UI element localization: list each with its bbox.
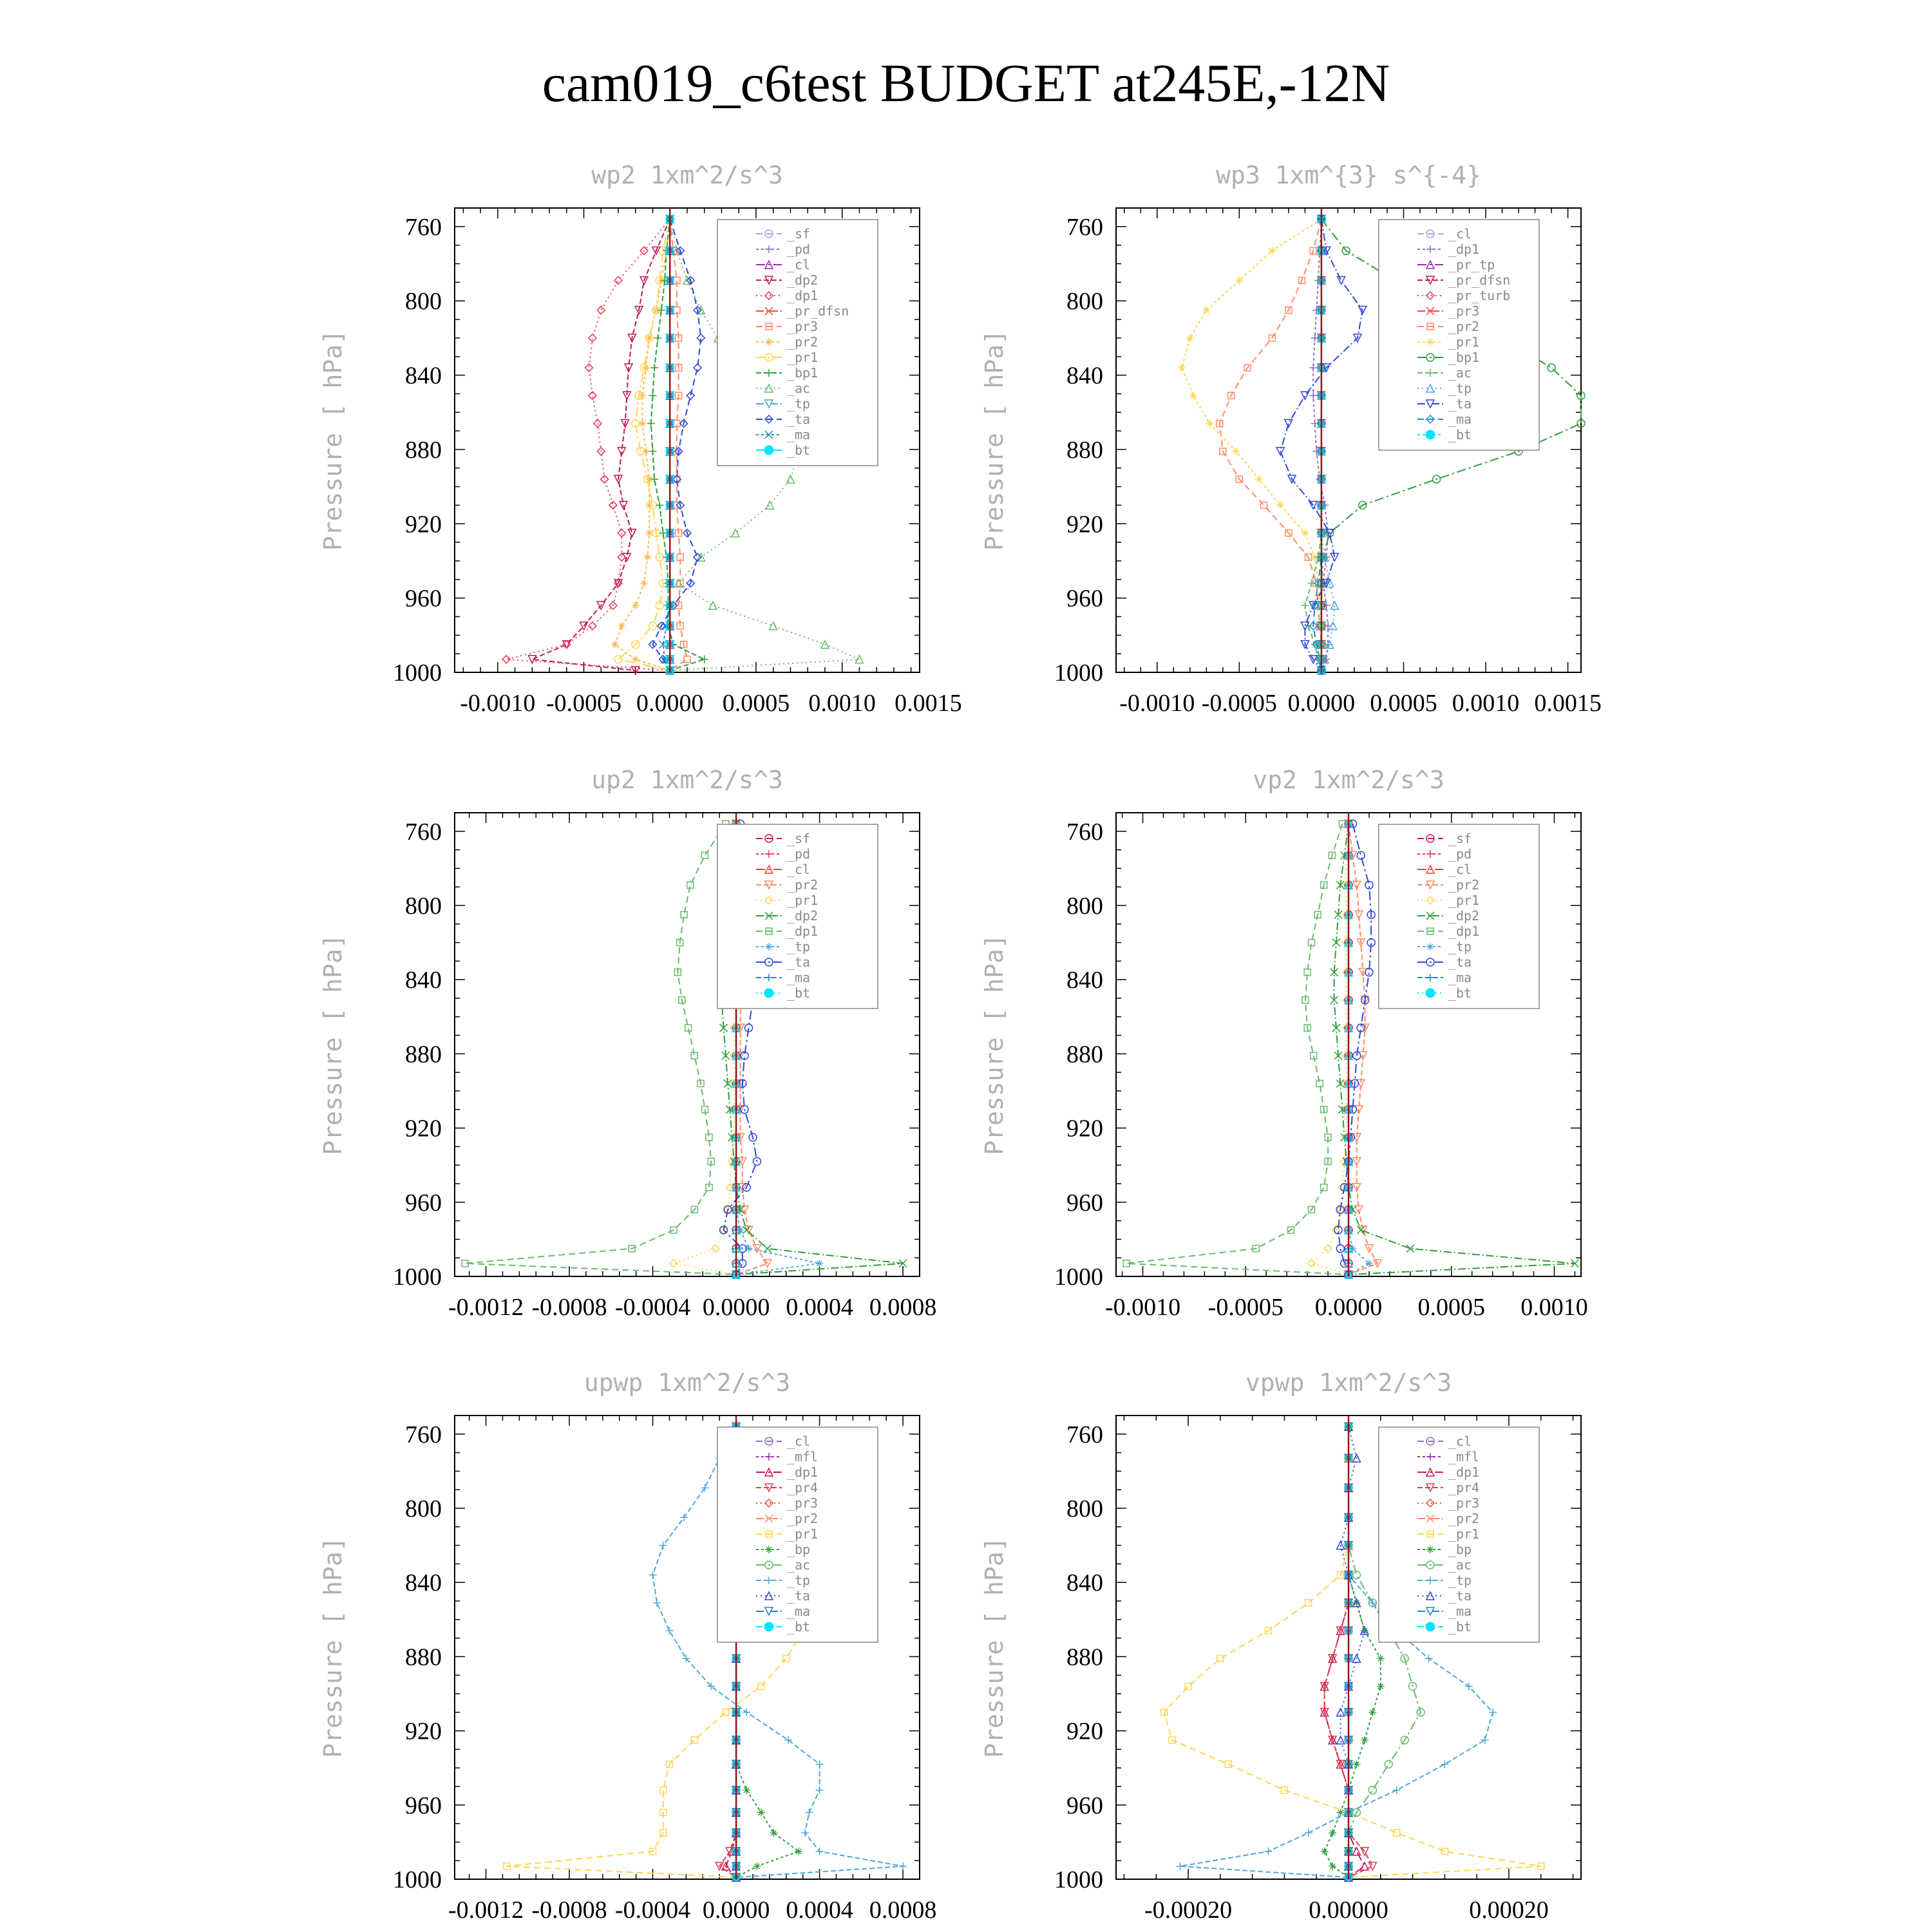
- legend-label: _pr1: [786, 893, 819, 908]
- data-point: [816, 1260, 824, 1267]
- data-point: [1352, 1848, 1360, 1855]
- chart-panel-2: [980, 161, 1602, 717]
- legend-label: _pr3: [786, 319, 819, 334]
- data-point: [1177, 1862, 1184, 1870]
- data-point: [805, 1808, 813, 1816]
- legend-label: _dp1: [786, 288, 819, 303]
- legend-label: _bt: [786, 442, 811, 458]
- data-point: [1202, 307, 1210, 314]
- legend-label: _bp1: [786, 365, 819, 381]
- series-ta: [1334, 820, 1375, 1278]
- legend-label: _cl: [786, 257, 811, 272]
- series-line: [1220, 219, 1321, 670]
- data-point: [653, 1599, 661, 1607]
- series-line: [465, 824, 736, 1274]
- x-tick-label: 0.00020: [1469, 1897, 1549, 1924]
- data-point: [1265, 1848, 1273, 1855]
- page-title: cam019_c6test BUDGET at245E,-12N: [542, 53, 1390, 113]
- y-tick-label: 1000: [1054, 1264, 1103, 1291]
- series-line: [1126, 824, 1349, 1274]
- y-tick-label: 920: [1066, 1115, 1103, 1142]
- legend-label: _cl: [1448, 1434, 1472, 1449]
- legend-label: _tp: [786, 396, 811, 412]
- legend-label: _dp2: [786, 908, 819, 923]
- legend-label: _pr2: [786, 1511, 819, 1526]
- legend-marker: [1426, 430, 1435, 439]
- x-tick-label: 0.0000: [702, 1294, 770, 1321]
- data-point: [654, 334, 662, 342]
- y-tick-label: 760: [1066, 1421, 1103, 1448]
- legend-label: _tp: [786, 1573, 811, 1588]
- data-point: [1321, 1848, 1329, 1855]
- chart-panel-3: [319, 766, 936, 1321]
- y-tick-label: 1000: [393, 1866, 442, 1893]
- data-point: [650, 475, 658, 483]
- x-tick-label: -0.0004: [615, 1897, 691, 1924]
- data-point: [1377, 1654, 1385, 1662]
- y-tick-label: 1000: [1054, 1866, 1103, 1893]
- data-point: [1352, 1571, 1360, 1579]
- data-point: [1206, 420, 1213, 428]
- x-tick-label: 0.0005: [1417, 1294, 1485, 1321]
- x-tick-label: -0.0008: [531, 1897, 607, 1924]
- data-point: [1361, 1627, 1368, 1634]
- legend-label: _pr4: [1448, 1480, 1480, 1495]
- legend-label: _pr3: [1448, 1495, 1480, 1511]
- series-dp1: [1123, 820, 1352, 1278]
- data-point: [1189, 392, 1197, 399]
- legend-label: _pr1: [1448, 334, 1480, 350]
- series-dp1: [502, 215, 674, 674]
- y-tick-label: 960: [1066, 1792, 1103, 1819]
- panel-title: up2 1xm^2/s^3: [591, 766, 783, 794]
- data-point: [659, 529, 667, 537]
- data-point: [1357, 851, 1365, 859]
- x-tick-label: -0.0010: [1119, 690, 1195, 717]
- legend-label: _pr4: [786, 1480, 819, 1495]
- data-point: [709, 601, 717, 609]
- panel-title: upwp 1xm^2/s^3: [583, 1368, 791, 1397]
- series-line: [1182, 219, 1321, 670]
- data-point: [1548, 364, 1555, 372]
- data-point: [855, 656, 863, 663]
- x-tick-label: 0.0008: [869, 1897, 937, 1924]
- y-tick-label: 920: [405, 1718, 442, 1745]
- y-tick-label: 880: [405, 436, 442, 464]
- x-tick-label: -0.0008: [531, 1294, 607, 1321]
- data-point: [614, 276, 622, 284]
- legend-label: _ta: [1448, 396, 1472, 412]
- data-point: [1307, 1260, 1315, 1267]
- legend-marker: [764, 989, 773, 998]
- legend-label: _ta: [786, 1588, 811, 1604]
- data-point: [1309, 364, 1317, 372]
- y-axis-label: Pressure [ hPa]: [319, 329, 347, 551]
- x-tick-label: 0.0008: [869, 1294, 937, 1321]
- y-tick-label: 760: [405, 213, 442, 241]
- data-point: [687, 392, 694, 399]
- data-point: [770, 622, 777, 630]
- x-tick-label: 0.0010: [1520, 1294, 1588, 1321]
- data-point: [649, 392, 657, 399]
- data-point: [589, 334, 596, 342]
- y-tick-label: 920: [405, 1115, 442, 1142]
- legend-label: _pr_dfsn: [1448, 272, 1511, 288]
- legend-label: _sf: [1448, 831, 1472, 846]
- data-point: [597, 307, 605, 314]
- data-point: [743, 1786, 750, 1794]
- legend-label: _dp1: [1448, 242, 1480, 257]
- y-tick-label: 880: [405, 1041, 442, 1068]
- legend-label: _cl: [1448, 226, 1472, 242]
- series-line: [1341, 1426, 1365, 1877]
- legend-label: _ma: [786, 1604, 811, 1619]
- series-line: [651, 219, 705, 670]
- data-point: [1361, 1736, 1368, 1744]
- series-line: [1321, 219, 1334, 670]
- data-point: [649, 1571, 657, 1579]
- legend-label: _pr2: [1448, 1511, 1480, 1526]
- legend-label: _ma: [1448, 970, 1472, 985]
- data-point: [1309, 392, 1317, 399]
- legend-label: _bt: [1448, 985, 1472, 1001]
- legend-label: _pr2: [1448, 319, 1480, 334]
- y-axis-label: Pressure [ hPa]: [980, 329, 1009, 551]
- data-point: [1178, 364, 1186, 372]
- chart-panel-1: [319, 161, 962, 717]
- legend-label: _cl: [786, 862, 811, 877]
- data-point: [649, 448, 657, 455]
- legend-label: _bp: [786, 1542, 811, 1557]
- data-point: [899, 1862, 907, 1870]
- data-point: [732, 529, 739, 537]
- legend-label: _pd: [786, 242, 811, 257]
- data-point: [1285, 420, 1293, 428]
- data-point: [743, 1709, 750, 1716]
- legend-label: _dp1: [1448, 923, 1480, 939]
- y-tick-label: 800: [1066, 288, 1103, 316]
- x-tick-label: 0.0015: [1534, 690, 1602, 717]
- data-point: [1321, 1184, 1327, 1191]
- legend-label: _ta: [786, 412, 811, 427]
- data-point: [701, 1484, 709, 1492]
- x-tick-label: 0.0004: [786, 1294, 853, 1321]
- legend-label: _pr3: [786, 1495, 819, 1511]
- legend-label: _mfl: [786, 1449, 819, 1464]
- legend-marker: [764, 446, 773, 455]
- y-axis-label: Pressure [ hPa]: [319, 934, 347, 1155]
- legend-label: _sf: [786, 226, 811, 242]
- legend-label: _bt: [786, 1619, 811, 1634]
- legend-label: _pd: [786, 846, 811, 862]
- legend-label: _cl: [1448, 862, 1472, 877]
- y-tick-label: 840: [1066, 967, 1103, 994]
- legend-label: _dp1: [786, 1464, 819, 1480]
- legend-label: _pr2: [786, 877, 819, 893]
- legend-label: _pr1: [1448, 893, 1480, 908]
- y-tick-label: 920: [405, 511, 442, 538]
- data-point: [589, 622, 596, 630]
- data-point: [753, 1862, 761, 1870]
- data-point: [1441, 1760, 1448, 1768]
- legend-label: _dp1: [786, 923, 819, 939]
- legend-label: _bp1: [1448, 350, 1480, 365]
- y-tick-label: 960: [405, 1189, 442, 1217]
- legend-label: _ma: [786, 970, 811, 985]
- x-tick-label: 0.0010: [808, 690, 876, 717]
- y-tick-label: 960: [405, 585, 442, 612]
- data-point: [647, 420, 655, 428]
- legend-label: _ta: [1448, 1588, 1472, 1604]
- y-tick-label: 840: [405, 362, 442, 390]
- data-point: [642, 364, 650, 372]
- y-tick-label: 840: [405, 967, 442, 994]
- data-point: [656, 501, 663, 509]
- y-tick-label: 960: [1066, 585, 1103, 612]
- data-point: [650, 364, 658, 372]
- legend-label: _ac: [1448, 365, 1472, 381]
- panel-title: vpwp 1xm^2/s^3: [1245, 1368, 1452, 1397]
- data-point: [1324, 1245, 1332, 1253]
- legend-label: _pr3: [1448, 303, 1480, 319]
- data-point: [816, 1848, 824, 1855]
- legend-label: _ac: [786, 1557, 811, 1573]
- y-tick-label: 800: [1066, 1495, 1103, 1522]
- legend-label: _pr1: [786, 350, 819, 365]
- legend-label: _dp2: [1448, 908, 1480, 923]
- data-point: [757, 1808, 765, 1816]
- data-point: [786, 475, 794, 483]
- legend-marker: [1426, 989, 1435, 998]
- x-tick-label: 0.0005: [1370, 690, 1437, 717]
- legend-label: _bt: [1448, 427, 1472, 442]
- y-tick-label: 760: [1066, 818, 1103, 846]
- data-point: [1329, 1862, 1336, 1870]
- legend-label: _dp1: [1448, 1464, 1480, 1480]
- legend-label: _pr1: [1448, 1526, 1480, 1542]
- x-tick-label: 0.0000: [1314, 1294, 1383, 1321]
- data-point: [712, 1245, 719, 1253]
- y-tick-label: 800: [405, 893, 442, 920]
- x-tick-label: 0.0010: [1452, 690, 1520, 717]
- legend-label: _ac: [1448, 1557, 1472, 1573]
- data-point: [1331, 601, 1338, 609]
- legend-label: _ma: [1448, 412, 1472, 427]
- data-point: [1368, 1786, 1376, 1794]
- legend-label: _tp: [1448, 381, 1472, 396]
- data-point: [1393, 1786, 1401, 1794]
- x-tick-label: 0.0005: [722, 690, 790, 717]
- data-point: [1385, 1760, 1392, 1768]
- y-tick-label: 1000: [393, 659, 442, 687]
- data-point: [675, 580, 683, 587]
- legend-label: _pr1: [786, 1526, 819, 1542]
- data-point: [1301, 601, 1309, 609]
- x-tick-label: -0.0012: [448, 1897, 524, 1924]
- y-tick-label: 760: [1066, 213, 1103, 241]
- data-point: [1441, 1848, 1448, 1855]
- x-tick-label: -0.0005: [1201, 690, 1277, 717]
- chart-panel-4: [980, 766, 1588, 1321]
- y-tick-label: 1000: [1054, 659, 1103, 687]
- data-point: [1481, 1736, 1489, 1744]
- y-tick-label: 920: [1066, 1718, 1103, 1745]
- x-tick-label: -0.0005: [1208, 1294, 1283, 1321]
- y-axis-label: Pressure [ hPa]: [319, 1537, 347, 1758]
- chart-panel-5: [319, 1368, 936, 1924]
- y-axis-label: Pressure [ hPa]: [980, 1537, 1009, 1758]
- y-tick-label: 880: [1066, 1041, 1103, 1068]
- x-tick-label: 0.0000: [636, 690, 704, 717]
- data-point: [1305, 1829, 1312, 1837]
- legend-label: _ac: [786, 381, 811, 396]
- y-tick-label: 960: [1066, 1189, 1103, 1217]
- panel-title: wp2 1xm^2/s^3: [591, 161, 783, 189]
- data-point: [643, 553, 651, 561]
- x-tick-label: -0.0005: [545, 690, 622, 717]
- legend-label: _pr2: [786, 334, 819, 350]
- x-tick-label: 0.00000: [1309, 1897, 1388, 1924]
- series-line: [1325, 1426, 1381, 1877]
- x-tick-label: -0.0010: [460, 690, 536, 717]
- panel-title: wp3 1xm^{3} s^{-4}: [1216, 161, 1481, 189]
- data-point: [609, 501, 617, 509]
- y-tick-label: 800: [1066, 893, 1103, 920]
- y-axis-label: Pressure [ hPa]: [980, 934, 1009, 1155]
- data-point: [1329, 1829, 1336, 1837]
- y-tick-label: 880: [1066, 436, 1103, 464]
- legend-label: _dp2: [786, 272, 819, 288]
- data-point: [801, 1829, 809, 1837]
- chart-panel-6: [980, 1368, 1581, 1924]
- x-tick-label: 0.0004: [786, 1897, 853, 1924]
- x-tick-label: -0.0012: [448, 1294, 524, 1321]
- series-line: [532, 219, 670, 670]
- x-tick-label: 0.0000: [702, 1897, 770, 1924]
- series-line: [1349, 824, 1378, 1274]
- data-point: [1394, 1830, 1400, 1836]
- y-tick-label: 1000: [393, 1264, 442, 1291]
- legend-label: _pr_turb: [1448, 288, 1511, 303]
- panel-title: vp2 1xm^2/s^3: [1253, 766, 1444, 794]
- data-point: [1368, 1709, 1376, 1716]
- data-point: [816, 1786, 824, 1794]
- y-tick-label: 800: [405, 1495, 442, 1522]
- legend-label: _bt: [786, 985, 811, 1001]
- data-point: [1186, 334, 1194, 342]
- legend-label: _tp: [786, 939, 811, 954]
- data-point: [1377, 1682, 1385, 1690]
- y-tick-label: 840: [1066, 1569, 1103, 1597]
- legend-label: _pd: [1448, 846, 1472, 862]
- data-point: [632, 601, 639, 609]
- y-tick-label: 880: [1066, 1643, 1103, 1671]
- data-point: [665, 1627, 673, 1634]
- y-tick-label: 840: [1066, 362, 1103, 390]
- y-tick-label: 920: [1066, 511, 1103, 538]
- legend-label: _mfl: [1448, 1449, 1480, 1464]
- data-point: [1368, 1862, 1376, 1870]
- legend-label: _cl: [786, 1434, 811, 1449]
- data-point: [701, 656, 708, 663]
- y-tick-label: 960: [405, 1792, 442, 1819]
- data-point: [601, 475, 609, 483]
- legend-label: _pr2: [1448, 877, 1480, 893]
- legend-label: _bp: [1448, 1542, 1472, 1557]
- y-tick-label: 880: [405, 1643, 442, 1671]
- legend-label: _tp: [1448, 1573, 1472, 1588]
- legend-marker: [1426, 1622, 1435, 1631]
- x-tick-label: 0.0015: [895, 690, 962, 717]
- data-point: [1425, 1654, 1432, 1662]
- legend-label: _ta: [786, 954, 811, 970]
- y-tick-label: 760: [405, 1421, 442, 1448]
- data-point: [1352, 1760, 1360, 1768]
- data-point: [618, 622, 625, 630]
- data-point: [1336, 1245, 1344, 1253]
- legend-label: _bt: [1448, 1619, 1472, 1634]
- x-tick-label: 0.0000: [1287, 690, 1356, 717]
- data-point: [640, 580, 648, 587]
- legend-label: _ma: [1448, 1604, 1472, 1619]
- y-tick-label: 840: [405, 1569, 442, 1597]
- y-tick-label: 800: [405, 288, 442, 316]
- data-point: [684, 656, 690, 663]
- series-dp1: [462, 820, 739, 1278]
- legend-label: _tp: [1448, 939, 1472, 954]
- x-tick-label: -0.00020: [1144, 1897, 1233, 1924]
- legend-label: _pr_tp: [1448, 257, 1495, 272]
- data-point: [1338, 276, 1345, 284]
- legend-marker: [764, 1622, 773, 1631]
- legend-label: _ma: [786, 427, 811, 442]
- x-tick-label: -0.0004: [615, 1294, 691, 1321]
- legend-label: _sf: [786, 831, 811, 846]
- data-point: [1357, 1226, 1365, 1234]
- legend-label: _ta: [1448, 954, 1472, 970]
- y-tick-label: 760: [405, 818, 442, 846]
- x-tick-label: -0.0010: [1104, 1294, 1181, 1321]
- legend-label: _pr_dfsn: [786, 303, 849, 319]
